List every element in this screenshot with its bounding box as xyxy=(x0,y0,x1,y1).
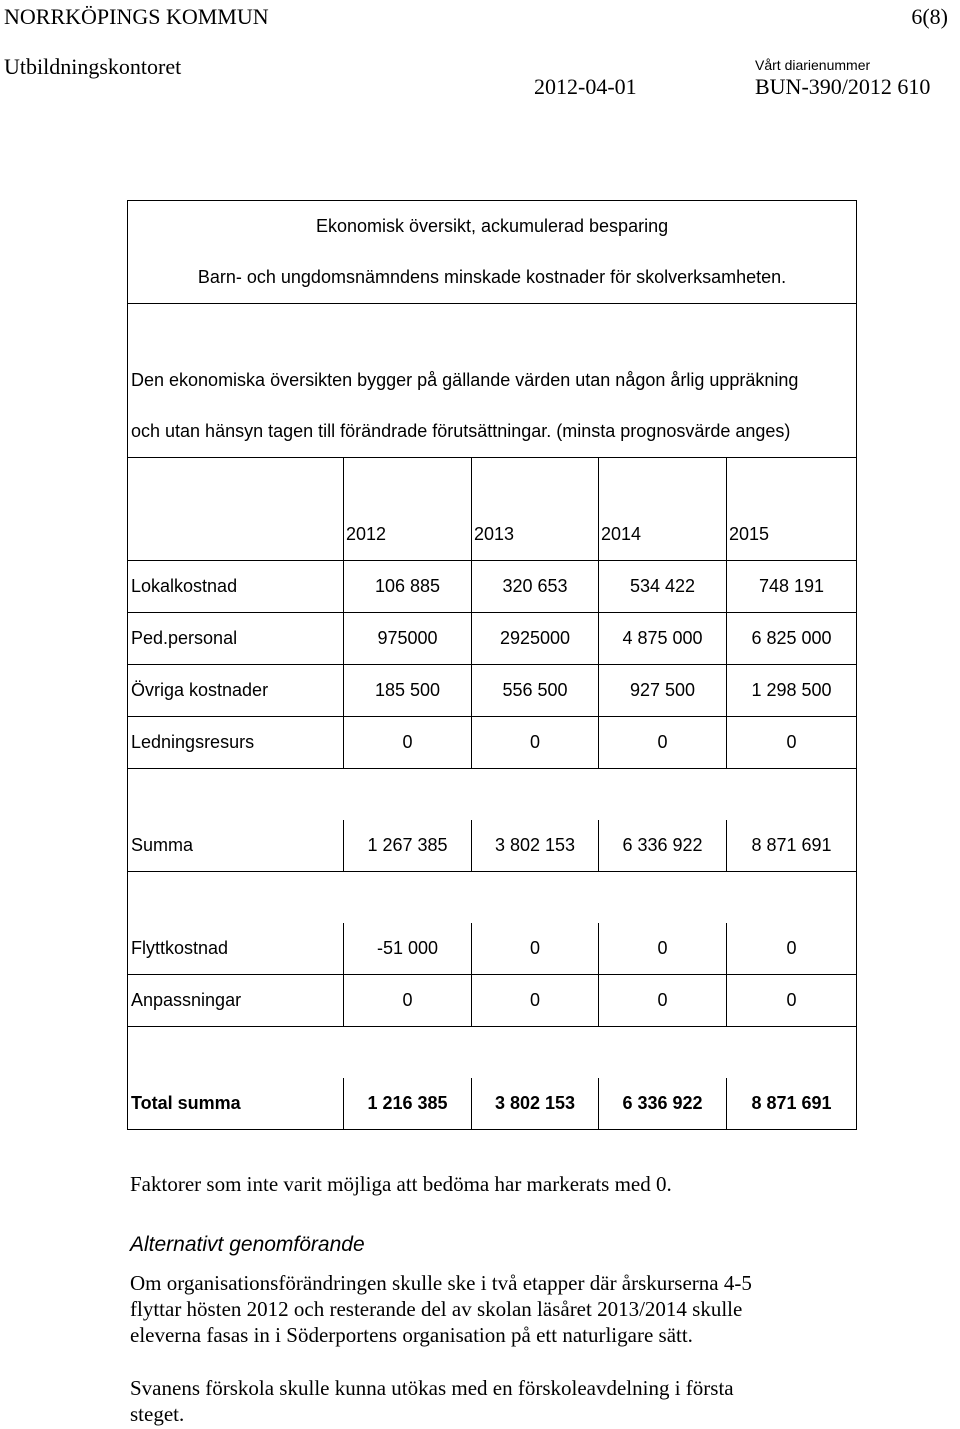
paragraph-line: Svanens förskola skulle kunna utökas med en förskoleavdelning i första xyxy=(130,1376,734,1400)
paragraph-2 xyxy=(130,1375,734,1427)
paragraph-line: steget. xyxy=(130,1402,185,1426)
row-label: Flyttkostnad xyxy=(128,923,344,975)
table-note-line-2: och utan hänsyn tagen till förändrade förutsättningar. (minsta prognosvärde anges) xyxy=(128,406,857,458)
year-header: 2013 xyxy=(472,509,599,561)
row-value: 0 xyxy=(727,975,857,1027)
table-row xyxy=(128,561,857,613)
row-label: Lokalkostnad xyxy=(128,561,344,613)
row-value: 0 xyxy=(472,923,599,975)
row-value: 0 xyxy=(472,717,599,769)
summa-value: 3 802 153 xyxy=(472,820,599,872)
document-date: 2012-04-01 xyxy=(534,74,637,99)
table-row xyxy=(128,717,857,769)
row-value: 748 191 xyxy=(727,561,857,613)
table-title: Ekonomisk översikt, ackumulerad besparing xyxy=(128,201,857,253)
table-note-spacer xyxy=(128,304,857,356)
summa-value: 1 267 385 xyxy=(344,820,472,872)
year-header-spacer xyxy=(344,458,472,510)
row-value: 2925000 xyxy=(472,613,599,665)
year-header-spacer xyxy=(727,458,857,510)
total-row xyxy=(128,1078,857,1130)
row-value: 975000 xyxy=(344,613,472,665)
paragraph-1 xyxy=(130,1270,752,1348)
paragraph-line: flyttar hösten 2012 och resterande del av skolan läsåret 2013/2014 skulle xyxy=(130,1297,743,1321)
table-row xyxy=(128,665,857,717)
row-value: 6 825 000 xyxy=(727,613,857,665)
row-value: 0 xyxy=(472,975,599,1027)
year-header-spacer xyxy=(599,458,727,510)
adjustments-spacer xyxy=(128,872,857,924)
row-value: 4 875 000 xyxy=(599,613,727,665)
total-label: Total summa xyxy=(128,1078,344,1130)
row-value: 556 500 xyxy=(472,665,599,717)
year-header: 2014 xyxy=(599,509,727,561)
year-header: 2012 xyxy=(344,509,472,561)
summa-spacer xyxy=(128,769,857,821)
row-value: 320 653 xyxy=(472,561,599,613)
row-label: Ped.personal xyxy=(128,613,344,665)
paragraph-line: Om organisationsförändringen skulle ske i två etapper där årskurserna 4-5 xyxy=(130,1271,752,1295)
row-value: 185 500 xyxy=(344,665,472,717)
summa-label: Summa xyxy=(128,820,344,872)
row-label: Anpassningar xyxy=(128,975,344,1027)
row-value: 0 xyxy=(599,717,727,769)
economic-overview-table xyxy=(127,200,857,1130)
table-row xyxy=(128,975,857,1027)
summa-value: 6 336 922 xyxy=(599,820,727,872)
paragraph-line: eleverna fasas in i Söderportens organisation på ett naturligare sätt. xyxy=(130,1323,693,1347)
year-header-spacer xyxy=(472,458,599,510)
total-value: 3 802 153 xyxy=(472,1078,599,1130)
total-value: 6 336 922 xyxy=(599,1078,727,1130)
row-value: 927 500 xyxy=(599,665,727,717)
table-subtitle: Barn- och ungdomsnämndens minskade kostnader för skolverksamheten. xyxy=(128,252,857,304)
reference-label: Vårt diarienummer xyxy=(755,57,871,73)
section-heading: Alternativt genomförande xyxy=(130,1233,365,1256)
table-note-line-1: Den ekonomiska översikten bygger på gällande värden utan någon årlig uppräkning xyxy=(128,355,857,406)
row-value: 0 xyxy=(344,975,472,1027)
row-value: 106 885 xyxy=(344,561,472,613)
total-value: 1 216 385 xyxy=(344,1078,472,1130)
year-header-row xyxy=(128,509,857,561)
total-spacer xyxy=(128,1027,857,1079)
row-value: 0 xyxy=(599,923,727,975)
row-value: 0 xyxy=(344,717,472,769)
row-value: -51 000 xyxy=(344,923,472,975)
row-value: 1 298 500 xyxy=(727,665,857,717)
factors-note: Faktorer som inte varit möjliga att bedöma har markerats med 0. xyxy=(130,1172,672,1196)
table-row xyxy=(128,923,857,975)
year-header: 2015 xyxy=(727,509,857,561)
summa-row xyxy=(128,820,857,872)
page-number: 6(8) xyxy=(911,4,948,29)
row-label: Övriga kostnader xyxy=(128,665,344,717)
row-value: 0 xyxy=(599,975,727,1027)
row-value: 0 xyxy=(727,717,857,769)
summa-value: 8 871 691 xyxy=(727,820,857,872)
year-header-empty xyxy=(128,509,344,561)
total-value: 8 871 691 xyxy=(727,1078,857,1130)
organization-name: NORRKÖPINGS KOMMUN xyxy=(4,4,269,29)
year-header-spacer xyxy=(128,458,344,510)
row-value: 534 422 xyxy=(599,561,727,613)
table-row xyxy=(128,613,857,665)
row-label: Ledningsresurs xyxy=(128,717,344,769)
reference-number: BUN-390/2012 610 xyxy=(755,74,931,99)
row-value: 0 xyxy=(727,923,857,975)
department-name: Utbildningskontoret xyxy=(4,54,182,79)
